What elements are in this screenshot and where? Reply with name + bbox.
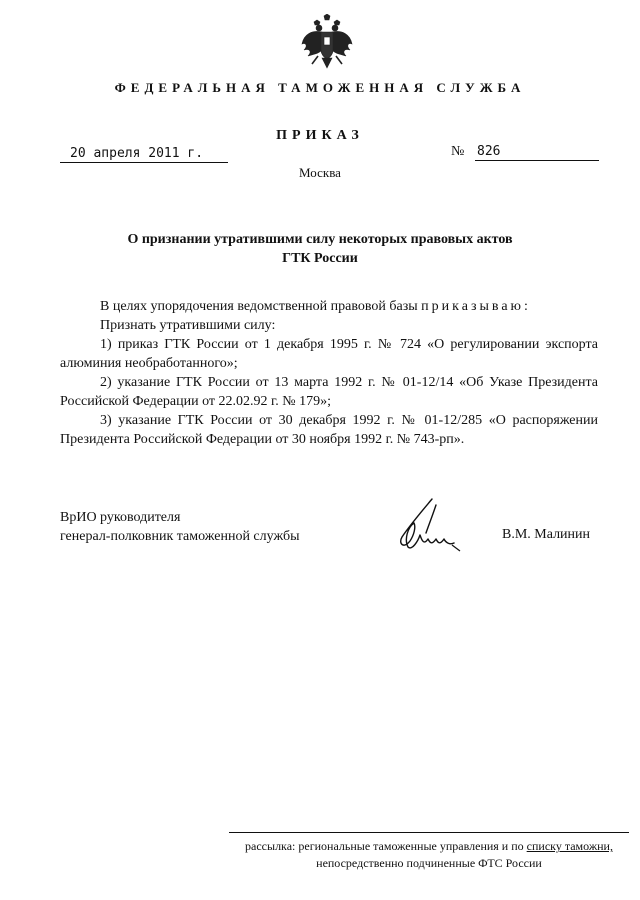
order-number-label: №	[451, 144, 465, 159]
distribution-list	[229, 838, 629, 872]
order-city: Москва	[299, 165, 341, 180]
distribution-prefix: рассылка: региональные таможенные управления и по	[245, 839, 527, 853]
document-title: ПРИКАЗ	[276, 128, 364, 143]
order-body	[60, 297, 598, 449]
distribution-underlined: списку таможни,	[526, 839, 613, 853]
position-line-2: генерал-полковник таможенной службы	[60, 529, 300, 544]
recognize-line: Признать утратившими силу:	[100, 318, 276, 333]
list-item: 3) указание ГТК России от 30 декабря 1992 г. № 01-12/285 «О распоряжении Президента Российской Федерации от 30 ноября 1992 г. № 743-рп».	[60, 413, 598, 447]
intro-paragraph	[60, 297, 598, 316]
distribution-divider	[229, 832, 629, 833]
list-item: 1) приказ ГТК России от 1 декабря 1995 г. № 724 «О регулировании экспорта алюминия необработанного»;	[60, 337, 598, 371]
position-line-1: ВрИО руководителя	[60, 510, 181, 525]
order-subject	[60, 230, 580, 268]
list-item: 2) указание ГТК России от 13 марта 1992 г. № 01-12/14 «Об Указе Президента Российской Федерации от 22.02.92 г. № 179»;	[60, 375, 598, 409]
double-headed-eagle-icon	[300, 14, 354, 76]
distribution-line-2: непосредственно подчиненные ФТС России	[316, 856, 542, 870]
subject-line-1: О признании утратившими силу некоторых правовых актов	[127, 232, 513, 247]
order-number: 826	[475, 144, 599, 161]
subject-line-2: ГТК России	[282, 251, 358, 266]
agency-name: ФЕДЕРАЛЬНАЯ ТАМОЖЕННАЯ СЛУЖБА	[114, 80, 526, 95]
intro-order-word: приказываю:	[421, 299, 531, 314]
signatory-name: В.М. Малинин	[502, 527, 591, 542]
signatory-position	[60, 508, 299, 546]
order-date: 20 апреля 2011 г.	[60, 146, 228, 163]
intro-text: В целях упорядочения ведомственной правовой базы	[100, 299, 418, 314]
distribution-line-1	[229, 838, 629, 855]
handwritten-signature-icon	[392, 497, 464, 557]
